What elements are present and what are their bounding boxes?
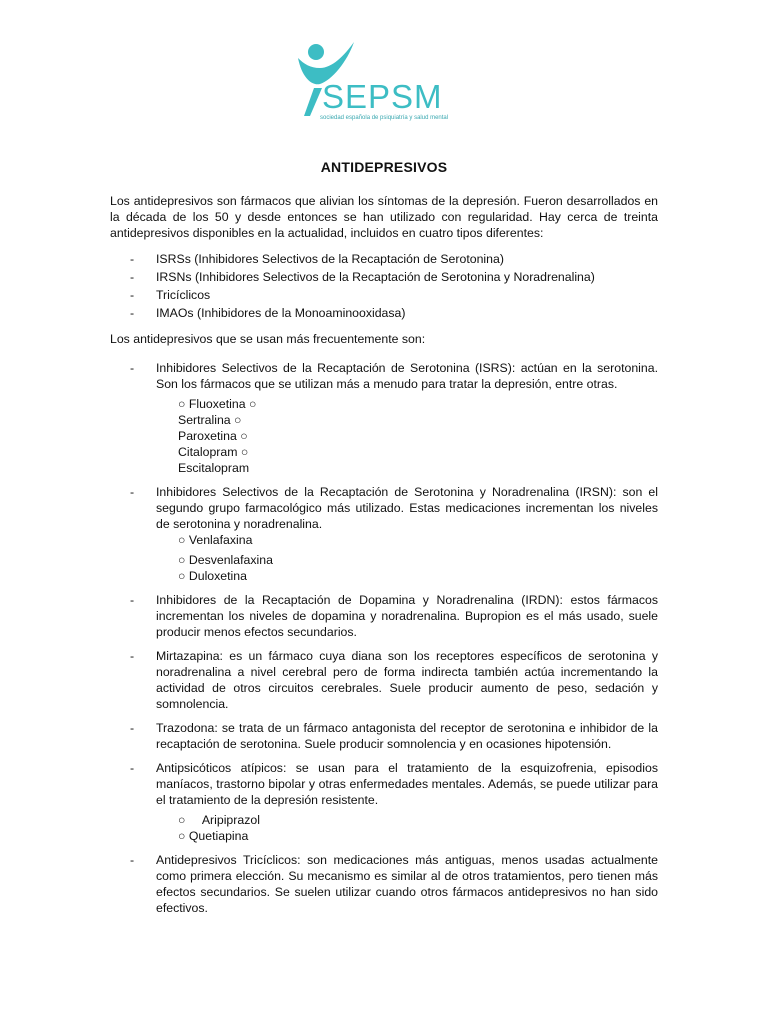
intro-paragraph: Los antidepresivos son fármacos que alivian los síntomas de la depresión. Fueron desarrollados en la década de los 50 y desde entonces se han utilizado con regularidad. Hay cerca de treinta antidepresivos disponibles en la actualidad, incluidos en cuatro tipos diferentes:	[110, 194, 658, 240]
drug-list	[156, 396, 658, 476]
item-text: Inhibidores Selectivos de la Recaptación de Serotonina y Noradrenalina (IRSN): son el segundo grupo farmacológico más utilizado. Estas medicaciones incrementan los niveles de serotonina y noradrenalina.	[156, 485, 658, 531]
list-item: - Tricíclicos	[110, 287, 658, 303]
sepsm-logo	[292, 38, 472, 130]
drug-item: ○ Aripiprazol	[178, 813, 260, 827]
frequent-list	[110, 360, 658, 916]
document-title: ANTIDEPRESIVOS	[320, 159, 448, 175]
list-item	[110, 484, 658, 584]
item-text: Inhibidores Selectivos de la Recaptación de Serotonina (ISRS): actúan en la serotonina. Son los fármacos que se utilizan más a menudo para tratar la depresión, entre otras.	[156, 361, 658, 391]
list-item: - IMAOs (Inhibidores de la Monoaminooxidasa)	[110, 305, 658, 321]
list-item	[110, 360, 658, 476]
logo-wordmark: SEPSM	[322, 78, 443, 115]
types-list	[110, 251, 658, 321]
drug-item: Citalopram ○	[178, 445, 249, 459]
drug-item: ○ Fluoxetina ○	[178, 397, 257, 411]
document-body	[110, 193, 658, 924]
list-item: - Antidepresivos Tricíclicos: son medicaciones más antiguas, menos usadas actualmente como primera elección. Su mecanismo es similar al de otros tratamientos, pero tienen más efectos secundarios. Se suelen utilizar cuando otros fármacos antidepresivos no han sido efectivos.	[110, 852, 658, 916]
drug-item: ○ Venlafaxina	[178, 533, 253, 547]
frequent-lead: Los antidepresivos que se usan más frecuentemente son:	[110, 332, 426, 346]
drug-item: ○ Duloxetina	[178, 569, 247, 583]
drug-item: Paroxetina ○	[178, 429, 248, 443]
list-item: - Trazodona: se trata de un fármaco antagonista del receptor de serotonina e inhibidor de la recaptación de serotonina. Suele producir somnolencia y en ocasiones hipotensión.	[110, 720, 658, 752]
drug-item: ○ Quetiapina	[178, 829, 249, 843]
drug-item: Sertralina ○	[178, 413, 242, 427]
drug-list	[156, 532, 658, 584]
list-item: - IRSNs (Inhibidores Selectivos de la Recaptación de Serotonina y Noradrenalina)	[110, 269, 658, 285]
drug-item: Escitalopram	[178, 461, 250, 475]
list-item: - Inhibidores de la Recaptación de Dopamina y Noradrenalina (IRDN): estos fármacos incrementan los niveles de dopamina y noradrenalina. Bupropion es el más usado, suele producir menos efectos secundarios.	[110, 592, 658, 640]
logo-subtitle: sociedad española de psiquiatría y salud mental	[320, 115, 449, 121]
list-item: - ISRSs (Inhibidores Selectivos de la Recaptación de Serotonina)	[110, 251, 658, 267]
item-text: Antipsicóticos atípicos: se usan para el tratamiento de la esquizofrenia, episodios maníacos, trastorno bipolar y otras enfermedades mentales. Además, se puede utilizar para el tratamiento de la depresión resistente.	[156, 761, 658, 807]
drug-list	[156, 812, 658, 844]
drug-item: ○ Desvenlafaxina	[178, 553, 273, 567]
list-item: - Mirtazapina: es un fármaco cuya diana son los receptores específicos de serotonina y noradrenalina a nivel cerebral pero de forma indirecta también actúa incrementando la actividad de otros circuitos cerebrales. Suele producir aumento de peso, sedación y somnolencia.	[110, 648, 658, 712]
list-item	[110, 760, 658, 844]
